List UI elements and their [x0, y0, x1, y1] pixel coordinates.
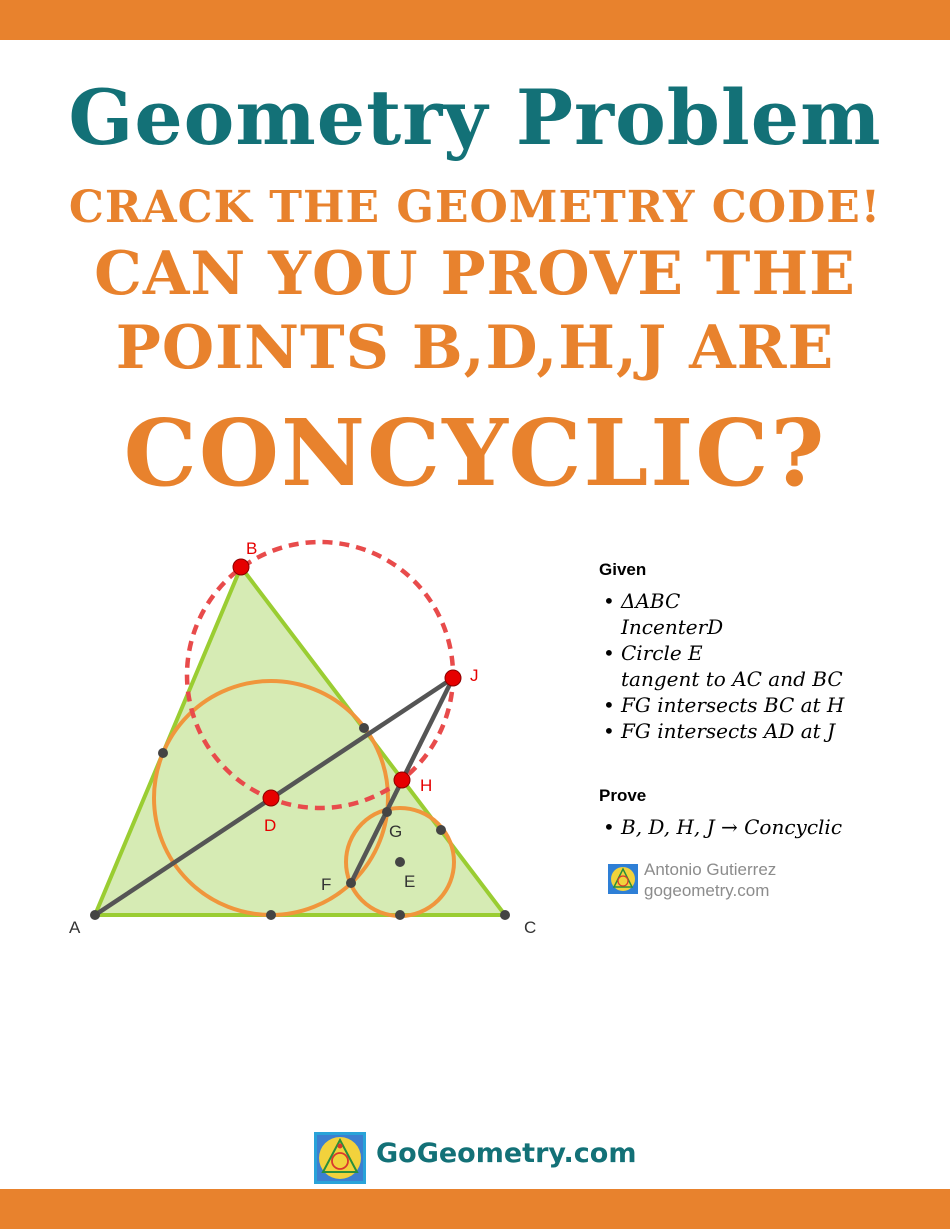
gogeometry-logo-icon [608, 864, 638, 894]
bullet-icon: • [603, 815, 615, 839]
point-j [445, 670, 461, 686]
point-a [90, 910, 100, 920]
footer-brand-text: GoGeometry.com [376, 1138, 637, 1169]
prove-section [599, 786, 939, 840]
gogeometry-logo-icon [314, 1132, 366, 1184]
given-item [599, 718, 939, 744]
bottom-band [0, 1189, 950, 1229]
label-e: E [404, 872, 416, 891]
given-item [599, 588, 939, 640]
page-title: Geometry Problem [68, 73, 882, 162]
label-f: F [321, 875, 332, 894]
point-c [500, 910, 510, 920]
point-b [233, 559, 249, 575]
prove-item-text: B, D, H, J → Concyclic [621, 815, 843, 839]
label-c: C [524, 918, 537, 937]
prove-item [599, 814, 939, 840]
bullet-icon: • [603, 589, 615, 613]
given-item-line-1: FG intersects AD at J [621, 719, 836, 743]
given-section [599, 560, 939, 744]
tangent-point-bc [359, 723, 369, 733]
label-d: D [264, 816, 277, 835]
author-credit [608, 860, 908, 904]
given-list [599, 588, 939, 744]
label-h: H [420, 776, 433, 795]
given-item-line-1: Circle E [621, 641, 703, 665]
tangent-point-bc-circle-e [436, 825, 446, 835]
label-a: A [69, 918, 81, 937]
prove-heading: Prove [599, 786, 647, 805]
point-e [395, 857, 405, 867]
point-g [382, 807, 392, 817]
given-item [599, 640, 939, 692]
subtitle-line-3: POINTS B,D,H,J ARE [115, 313, 835, 383]
given-heading: Given [599, 560, 647, 579]
bullet-icon: • [603, 693, 615, 717]
geometry-figure [0, 520, 580, 950]
point-d [263, 790, 279, 806]
bullet-icon: • [603, 719, 615, 743]
subtitle-line-2: CAN YOU PROVE THE [94, 239, 856, 309]
label-g: G [389, 822, 403, 841]
given-item-line-2: tangent to AC and BC [621, 667, 843, 691]
given-item-line-1: FG intersects BC at H [621, 693, 845, 717]
tangent-point-ab [158, 748, 168, 758]
author-site: gogeometry.com [644, 881, 770, 900]
bullet-icon: • [603, 641, 615, 665]
author-name: Antonio Gutierrez [644, 860, 777, 879]
footer-brand [314, 1132, 644, 1184]
top-band [0, 0, 950, 40]
given-item-line-2: IncenterD [621, 615, 724, 639]
label-j: J [470, 666, 479, 685]
triangle-abc [95, 567, 505, 915]
given-item [599, 692, 939, 718]
point-h [394, 772, 410, 788]
subtitle-line-1: CRACK THE GEOMETRY CODE! [68, 182, 882, 233]
subtitle-line-4: CONCYCLIC? [123, 399, 827, 507]
point-f [346, 878, 356, 888]
label-b: B [246, 539, 258, 558]
tangent-point-ac-incircle [266, 910, 276, 920]
tangent-point-ac-circle-e [395, 910, 405, 920]
given-item-line-1: ΔABC [621, 589, 681, 613]
prove-list [599, 814, 939, 840]
